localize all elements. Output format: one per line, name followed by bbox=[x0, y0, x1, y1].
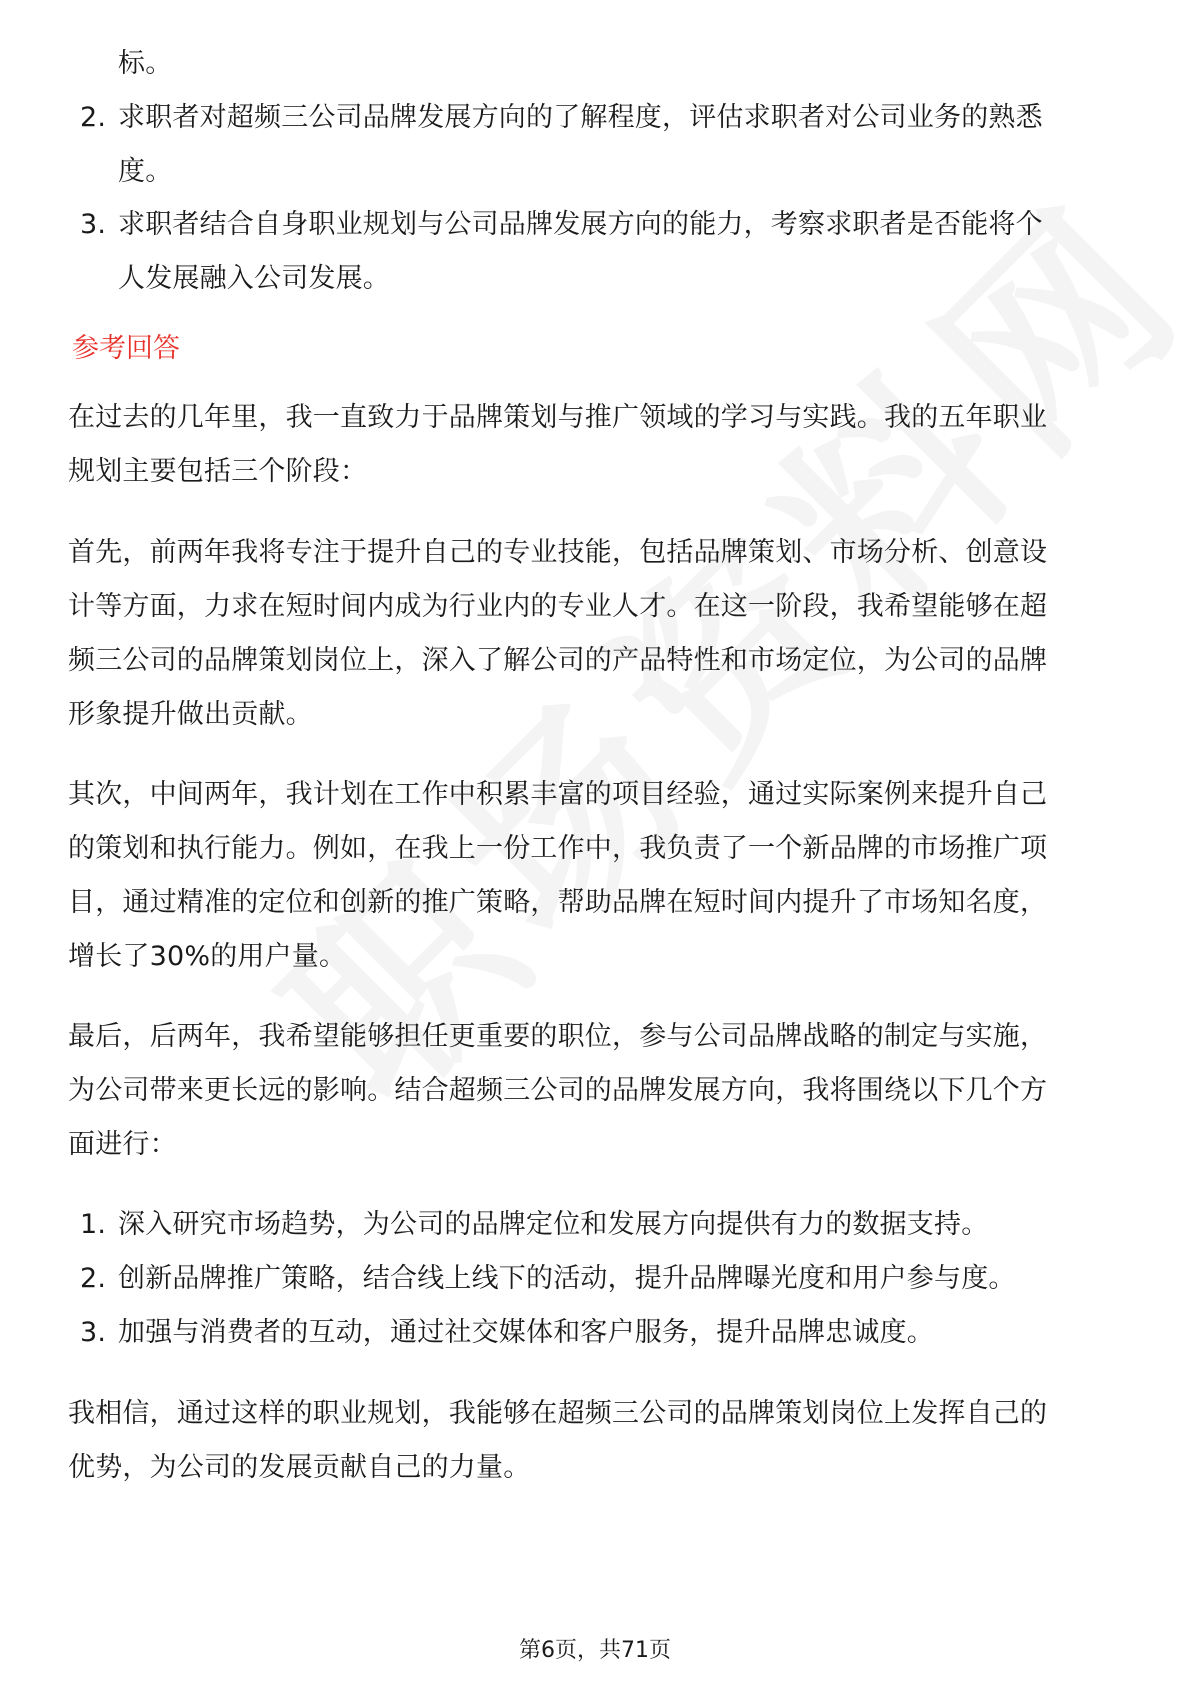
paragraph-3-line-2: 的策划和执行能力。例如，在我上一份工作中，我负责了一个新品牌的市场推广项 bbox=[68, 833, 1048, 864]
closing-line-2: 优势，为公司的发展贡献自己的力量。 bbox=[68, 1452, 531, 1483]
paragraph-3-line-1: 其次，中间两年，我计划在工作中积累丰富的项目经验，通过实际案例来提升自己 bbox=[68, 779, 1048, 810]
answer-list-number-3: 3. bbox=[80, 1317, 107, 1348]
answer-list-item-3: 加强与消费者的互动，通过社交媒体和客户服务，提升品牌忠诚度。 bbox=[118, 1317, 934, 1348]
paragraph-4-line-3: 面进行： bbox=[68, 1129, 177, 1160]
list-item-3-line-1: 求职者结合自身职业规划与公司品牌发展方向的能力，考察求职者是否能将个 bbox=[118, 209, 1043, 240]
paragraph-2-line-3: 频三公司的品牌策划岗位上，深入了解公司的产品特性和市场定位，为公司的品牌 bbox=[68, 645, 1048, 676]
paragraph-2-line-2: 计等方面，力求在短时间内成为行业内的专业人才。在这一阶段，我希望能够在超 bbox=[68, 591, 1048, 622]
closing-line-1: 我相信，通过这样的职业规划，我能够在超频三公司的品牌策划岗位上发挥自己的 bbox=[68, 1398, 1048, 1429]
paragraph-1-line-1: 在过去的几年里，我一直致力于品牌策划与推广领域的学习与实践。我的五年职业 bbox=[68, 402, 1048, 433]
list-item-1-tail: 标。 bbox=[118, 48, 173, 79]
page-footer: 第6页，共71页 bbox=[519, 1638, 671, 1663]
list-number-2: 2. bbox=[80, 102, 107, 133]
paragraph-2-line-4: 形象提升做出贡献。 bbox=[68, 699, 313, 730]
answer-list-item-2: 创新品牌推广策略，结合线上线下的活动，提升品牌曝光度和用户参与度。 bbox=[118, 1263, 1016, 1294]
paragraph-4-line-1: 最后，后两年，我希望能够担任更重要的职位，参与公司品牌战略的制定与实施， bbox=[68, 1021, 1048, 1052]
list-item-2-line-2: 度。 bbox=[118, 156, 173, 187]
answer-list-number-1: 1. bbox=[80, 1209, 107, 1240]
paragraph-3-line-3: 目，通过精准的定位和创新的推广策略，帮助品牌在短时间内提升了市场知名度， bbox=[68, 887, 1048, 918]
section-heading: 参考回答 bbox=[72, 333, 180, 364]
list-item-3-line-2: 人发展融入公司发展。 bbox=[118, 263, 390, 294]
list-number-3: 3. bbox=[80, 209, 107, 240]
paragraph-2-line-1: 首先，前两年我将专注于提升自己的专业技能，包括品牌策划、市场分析、创意设 bbox=[68, 537, 1048, 568]
paragraph-3-line-4: 增长了30%的用户量。 bbox=[68, 941, 347, 972]
paragraph-1-line-2: 规划主要包括三个阶段： bbox=[68, 456, 368, 487]
answer-list-item-1: 深入研究市场趋势，为公司的品牌定位和发展方向提供有力的数据支持。 bbox=[118, 1209, 989, 1240]
paragraph-4-line-2: 为公司带来更长远的影响。结合超频三公司的品牌发展方向，我将围绕以下几个方 bbox=[68, 1075, 1048, 1106]
list-item-2-line-1: 求职者对超频三公司品牌发展方向的了解程度，评估求职者对公司业务的熟悉 bbox=[118, 102, 1043, 133]
answer-list-number-2: 2. bbox=[80, 1263, 107, 1294]
